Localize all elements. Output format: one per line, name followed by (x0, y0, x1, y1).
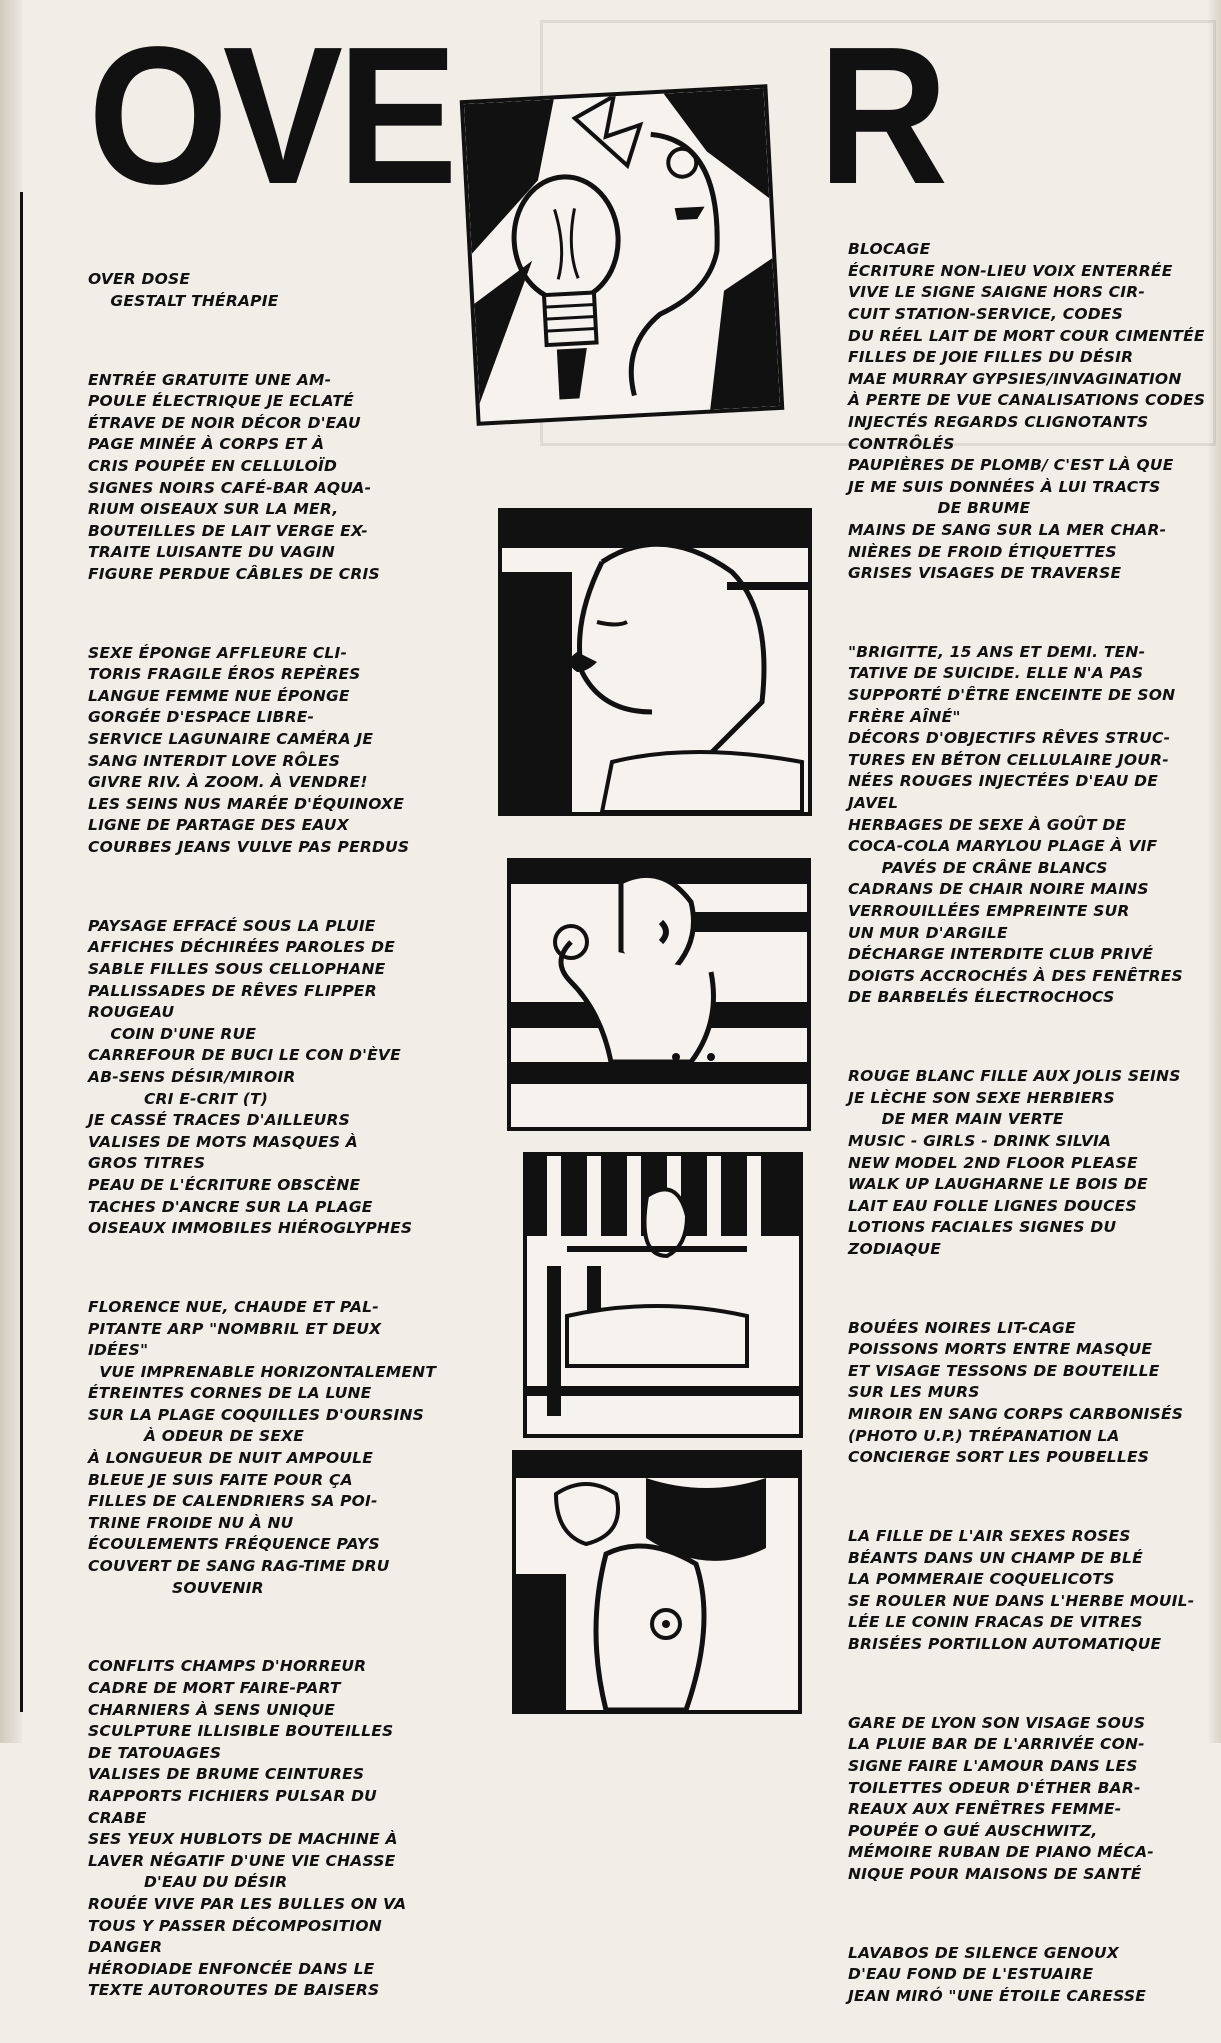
illustration-panel-4 (523, 1152, 803, 1438)
illustration-panel-2 (498, 508, 812, 816)
stanza: CONFLITS CHAMPS D'HORREUR CADRE DE MORT FAIRE-PART CHARNIERS À SENS UNIQUE SCULPTURE ILLISIBLE BOUTEILLES DE TATOUAGES VALISES DE BRUME CEINTURES RAPPORTS FICHIERS PULSAR DU CRABE SES YEUX HUBLOTS DE MACHINE À LAVER NÉGATIF D'UNE VIE CHASSE D'EAU DU DÉSIR ROUÉE VIVE PAR LES BULLES ON VA TOUS Y PASSER DÉCOMPOSITION DANGER HÉRODIADE ENFONCÉE DANS LE TEXTE AUTOROUTES DE BAISERS (88, 1657, 407, 2000)
stanza: SEXE ÉPONGE AFFLEURE CLI- TORIS FRAGILE ÉROS REPÈRES LANGUE FEMME NUE ÉPONGE GORGÉE D'ESPACE LIBRE- SERVICE LAGUNAIRE CAMÉRA JE SANG INTERDIT LOVE RÔLES GIVRE RIV. À ZOOM. À VENDRE! LES SEINS NUS MARÉE D'ÉQUINOXE LIGNE DE PARTAGE DES EAUX COURBES JEANS VULVE PAS PERDUS (88, 643, 410, 857)
stanza: ROUGE BLANC FILLE AUX JOLIS SEINS JE LÈCHE SON SEXE HERBIERS DE MER MAIN VERTE MUSIC - GIRLS - DRINK SILVIA NEW MODEL 2ND FLOOR PLEASE WALK UP LAUGHARNE LE BOIS DE LAIT EAU FOLLE LIGNES DOUCES LOTIONS FACIALES SIGNES DU ZODIAQUE (848, 1067, 1181, 1258)
stanza: FLORENCE NUE, CHAUDE ET PAL- PITANTE ARP "NOMBRIL ET DEUX IDÉES" VUE IMPRENABLE HORIZONTALEMENT ÉTREINTES CORNES DE LA LUNE SUR LA PLAGE COQUILLES D'OURSINS À ODEUR DE SEXE À LONGUEUR DE NUIT AMPOULE BLEUE JE SUIS FAITE POUR ÇA FILLES DE CALENDRIERS SA POI- TRINE FROIDE NU À NU ÉCOULEMENTS FRÉQUENCE PAYS COUVERT DE SANG RAG-TIME DRU SOUVENIR (88, 1297, 437, 1597)
nude-figure-icon (511, 862, 807, 1127)
left-vertical-rule (20, 192, 23, 1712)
lightbulb-face-icon (464, 88, 780, 421)
stanza: OVER DOSE GESTALT THÉRAPIE (88, 270, 279, 310)
illustration-panel-1 (460, 84, 785, 426)
right-text-column (848, 196, 1208, 2043)
title-left: OVE (88, 6, 453, 225)
illustration-panel-5 (512, 1450, 802, 1714)
title-right: R (818, 6, 943, 225)
left-text-column (88, 226, 463, 2038)
torso-figure-icon (516, 1454, 798, 1710)
profile-face-icon (502, 512, 808, 812)
stanza: ENTRÉE GRATUITE UNE AM- POULE ÉLECTRIQUE JE ECLATÉ ÉTRAVE DE NOIR DÉCOR D'EAU PAGE MINÉE À CORPS ET À CRIS POUPÉE EN CELLULOÏD SIGNES NOIRS CAFÉ-BAR AQUA- RIUM OISEAUX SUR LA MER, BOUTEILLES DE LAIT VERGE EX- TRAITE LUISANTE DU VAGIN FIGURE PERDUE CÂBLES DE CRIS (88, 370, 380, 583)
barred-window-face-icon (527, 1156, 799, 1434)
illustration-panel-3 (507, 858, 811, 1131)
stanza: LAVABOS DE SILENCE GENOUX D'EAU FOND DE L'ESTUAIRE JEAN MIRÓ "UNE ÉTOILE CARESSE (848, 1943, 1147, 2005)
page-binding-edge (0, 0, 22, 1743)
stanza: LA FILLE DE L'AIR SEXES ROSES BÉANTS DANS UN CHAMP DE BLÉ LA POMMERAIE COQUELICOTS SE ROULER NUE DANS L'HERBE MOUIL- LÉE LE CONIN FRACAS DE VITRES BRISÉES PORTILLON AUTOMATIQUE (848, 1527, 1195, 1653)
stanza: PAYSAGE EFFACÉ SOUS LA PLUIE AFFICHES DÉCHIRÉES PAROLES DE SABLE FILLES SOUS CELLOPHANE PALLISSADES DE RÊVES FLIPPER ROUGEAU COIN D'UNE RUE CARREFOUR DE BUCI LE CON D'ÈVE AB-SENS DÉSIR/MIROIR CRI E-CRIT (T) JE CASSÉ TRACES D'AILLEURS VALISES DE MOTS MASQUES À GROS TITRES PEAU DE L'ÉCRITURE OBSCÈNE TACHES D'ANCRE SUR LA PLAGE OISEAUX IMMOBILES HIÉROGLYPHES (88, 916, 413, 1238)
stanza: BOUÉES NOIRES LIT-CAGE POISSONS MORTS ENTRE MASQUE ET VISAGE TESSONS DE BOUTEILLE SUR LES MURS MIROIR EN SANG CORPS CARBONISÉS (PHOTO U.P.) TRÉPANATION LA CONCIERGE SORT LES POUBELLES (848, 1318, 1184, 1467)
stanza: "BRIGITTE, 15 ANS ET DEMI. TEN- TATIVE DE SUICIDE. ELLE N'A PAS SUPPORTÉ D'ÊTRE ENCEINTE DE SON FRÈRE AÎNÉ" DÉCORS D'OBJECTIFS RÊVES STRUC- TURES EN BÉTON CELLULAIRE JOUR- NÉES ROUGES INJECTÉES D'EAU DE JAVEL HERBAGES DE SEXE À GOÛT DE COCA-COLA MARYLOU PLAGE À VIF PAVÉS DE CRÂNE BLANCS CADRANS DE CHAIR NOIRE MAINS VERROUILLÉES EMPREINTE SUR UN MUR D'ARGILE DÉCHARGE INTERDITE CLUB PRIVÉ DOIGTS ACCROCHÉS À DES FENÊTRES DE BARBELÉS ÉLECTROCHOCS (848, 642, 1183, 1007)
stanza: BLOCAGE ÉCRITURE NON-LIEU VOIX ENTERRÉE VIVE LE SIGNE SAIGNE HORS CIR- CUIT STATION-SERVICE, CODES DU RÉEL LAIT DE MORT COUR CIMENTÉE FILLES DE JOIE FILLES DU DÉSIR MAE MURRAY GYPSIES/INVAGINATION À PERTE DE VUE CANALISATIONS CODES INJECTÉS REGARDS CLIGNOTANTS CONTRÔLÉS PAUPIÈRES DE PLOMB/ C'EST LÀ QUE JE ME SUIS DONNÉES À LUI TRACTS DE BRUME MAINS DE SANG SUR LA MER CHAR- NIÈRES DE FROID ÉTIQUETTES GRISES VISAGES DE TRAVERSE (848, 240, 1206, 583)
stanza: GARE DE LYON SON VISAGE SOUS LA PLUIE BAR DE L'ARRIVÉE CON- SIGNE FAIRE L'AMOUR DANS LES TOILETTES ODEUR D'ÉTHER BAR- REAUX AUX FENÊTRES FEMME- POUPÉE O GUÉ AUSCHWITZ, MÉMOIRE RUBAN DE PIANO MÉCA- NIQUE POUR MAISONS DE SANTÉ (848, 1713, 1154, 1883)
